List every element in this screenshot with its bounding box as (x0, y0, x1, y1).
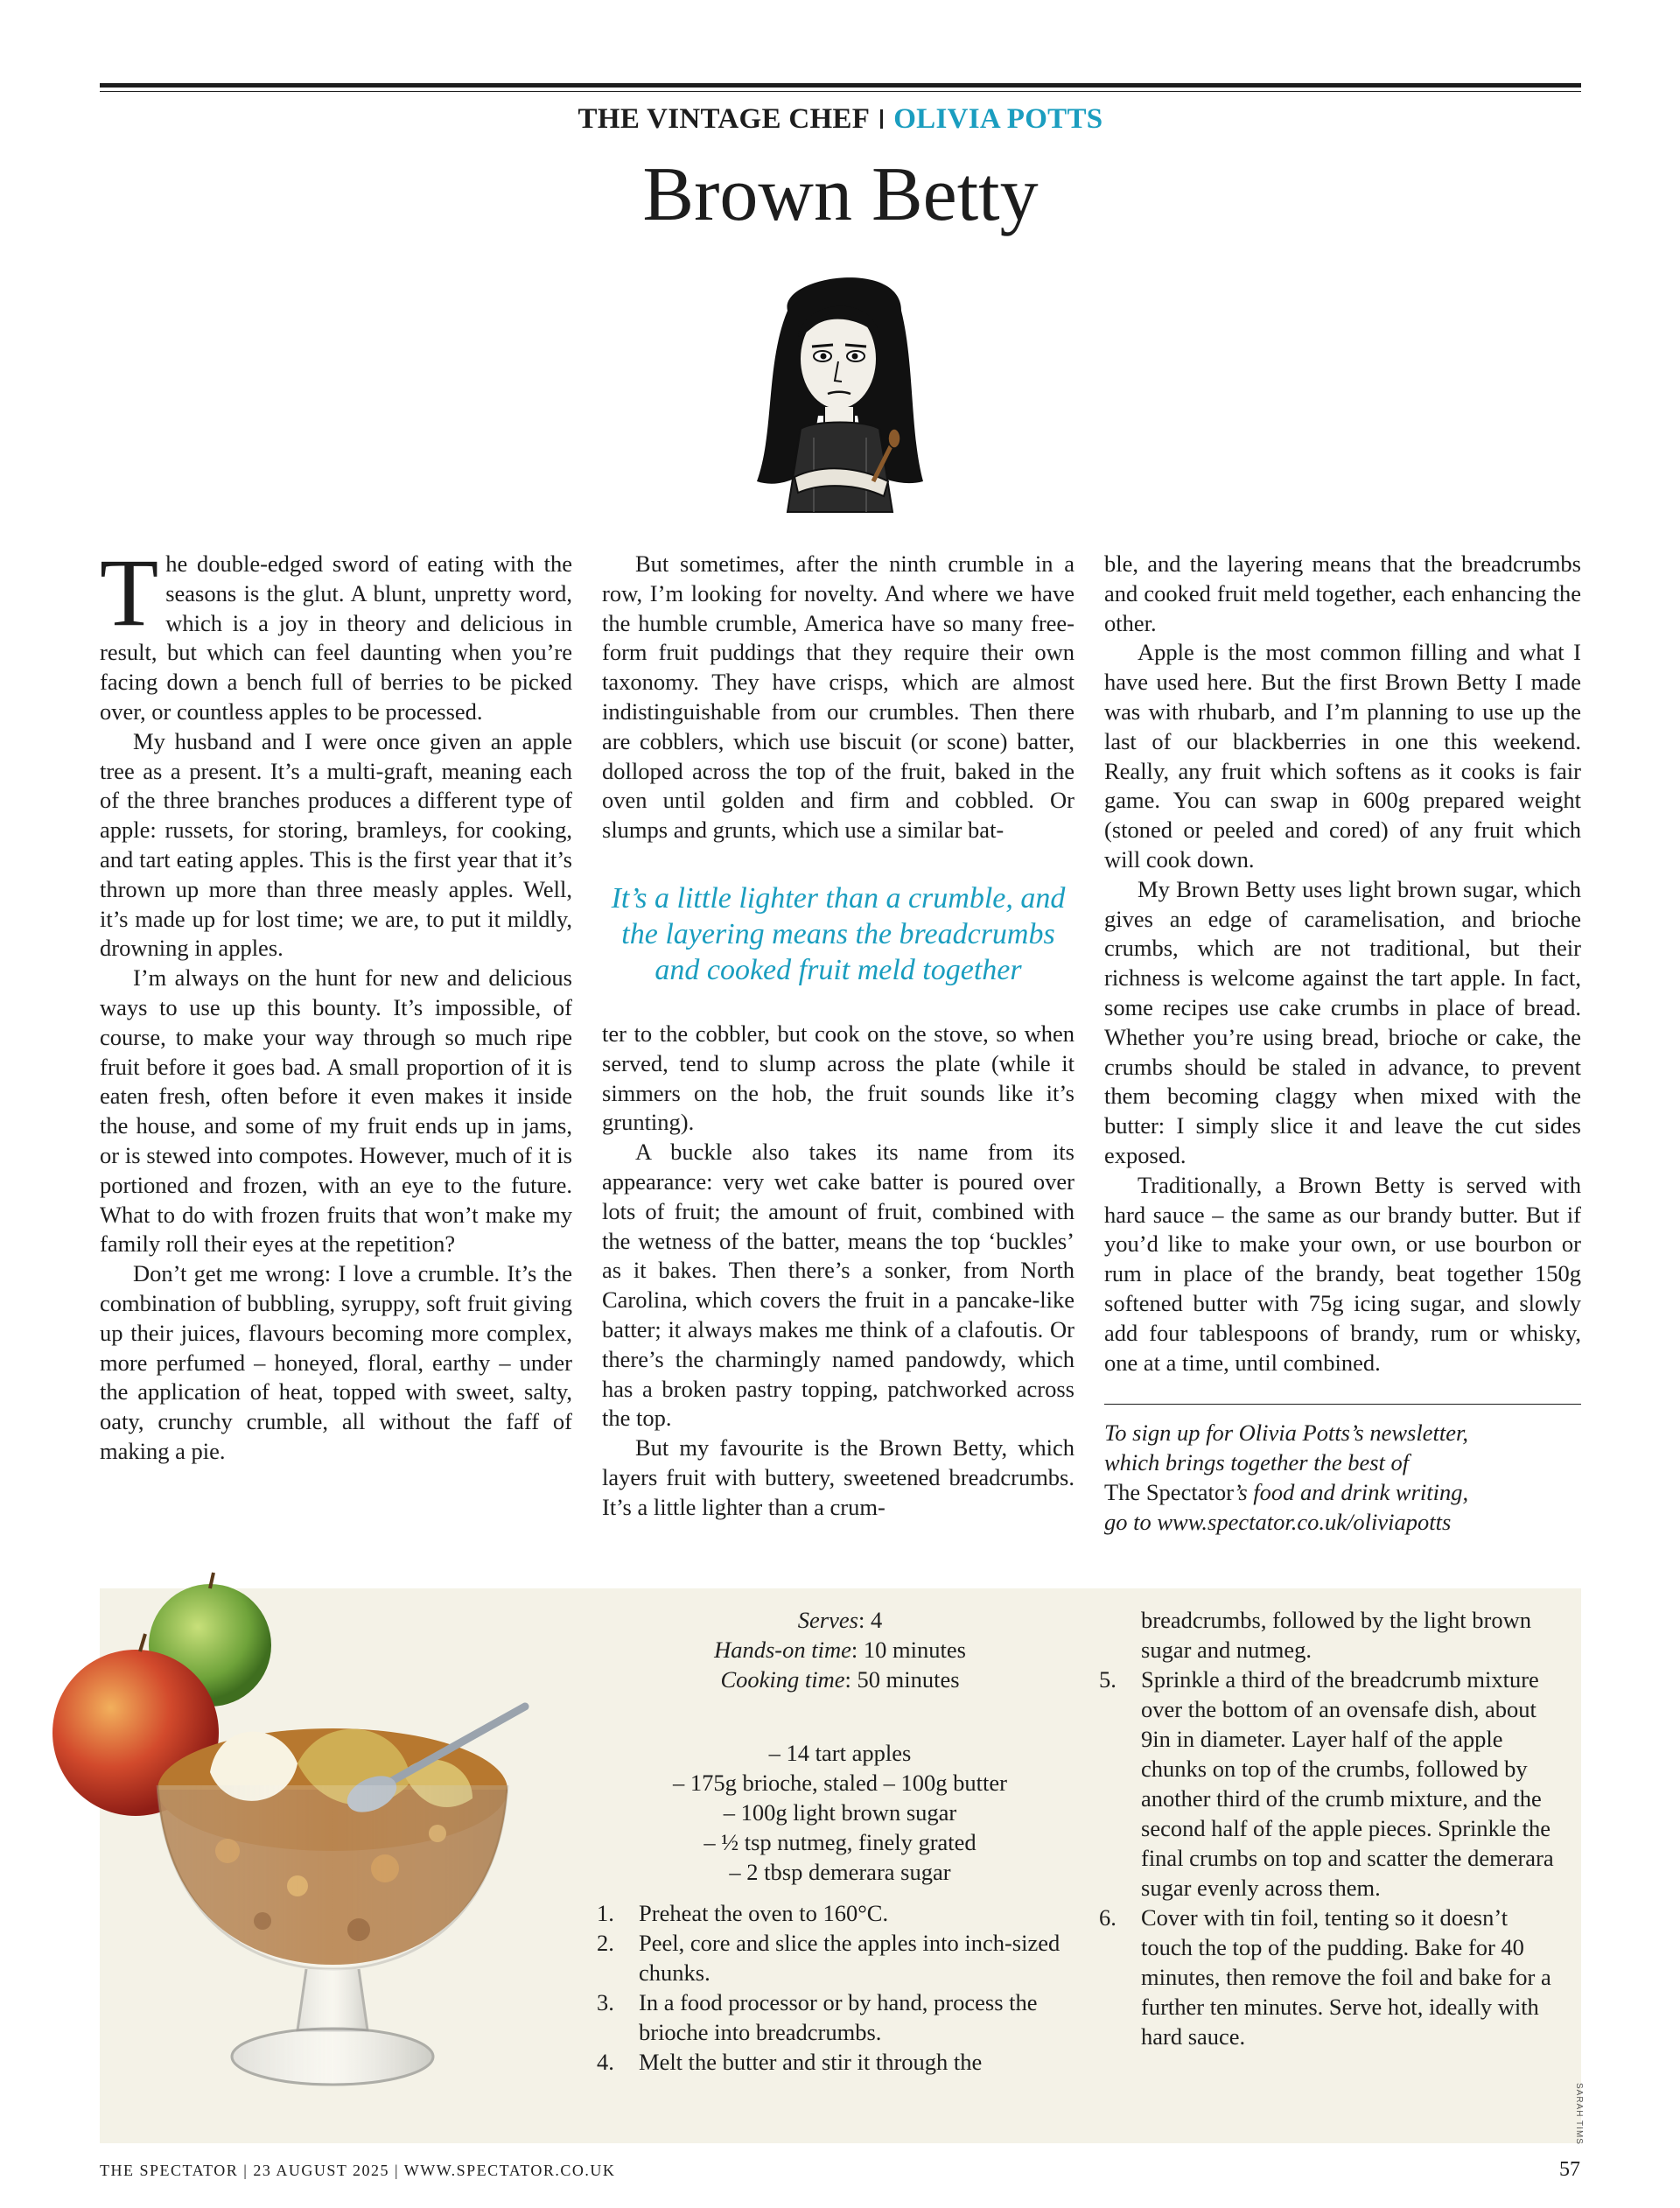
method-step: 4. Melt the butter and stir it through the (597, 2049, 983, 2075)
ingredient-item: – 100g light brown sugar (723, 1799, 957, 1826)
method-steps-left (597, 1898, 1069, 2077)
article-paragraph: But my favourite is the Brown Betty, which layers fruit with buttery, sweetened breadcrumbs. It’s a little lighter than a crum- (602, 1434, 1074, 1520)
pull-quote: It’s a little lighter than a crumble, and the layering means the breadcrumbs and cooked fruit meld together (611, 881, 1066, 986)
article-paragraph: But sometimes, after the ninth crumble in a row, I’m looking for novelty. And where we have the humble crumble, America have so many free-form fruit puddings that they require their own taxonomy. They have crisps, which are almost indistinguishable from our crumbles. Then there are cobblers, which use biscuit (or scone) batter, dolloped across the top of the fruit, baked in the oven until golden and firm and cobbled. Or slumps and grunts, which use a similar bat- (602, 550, 1074, 844)
article-paragraph: My Brown Betty uses light brown sugar, which gives an edge of caramelisation, and brioche crumbs, which are not traditional, but their richness is welcome against the tart apple. In fact, some recipes use cake crumbs in place of bread. Whether you’re using bread, brioche or cake, the crumbs should be staled in advance, to prevent them becoming claggy when mixed with the butter: I simply slice it and leave the cut sides exposed. (1104, 875, 1581, 1168)
ingredient-item: – 14 tart apples (768, 1740, 912, 1766)
article-column-1 (100, 539, 572, 1467)
signup-divider (1104, 1404, 1581, 1405)
method-step: 1. Preheat the oven to 160°C. (597, 1900, 889, 1926)
article-paragraph: ter to the cobbler, but cook on the stove, so when served, tend to slump across the plate (while it simmers on the hob, the fruit sounds like it’s grunting). (602, 1020, 1074, 1136)
recipe-meta: Serves: 4 Hands-on time: 10 minutes Cooking time: 50 minutes (714, 1607, 966, 1693)
method-step: 6. Cover with tin foil, tenting so it doesn’t touch the top of the pudding. Bake for 40 minutes, then remove the foil and bake for a further ten minutes. Serve hot, ideally with hard sauce. (1099, 1904, 1551, 2050)
ingredient-item: – 2 tbsp demerara sugar (729, 1859, 951, 1885)
method-steps-right (1099, 1605, 1554, 2051)
headline: Brown Betty (642, 152, 1039, 237)
page-number: 57 (1559, 2158, 1580, 2181)
article-column-3 (1104, 550, 1581, 1538)
method-step-continued: breadcrumbs, followed by the light brown sugar and nutmeg. (1141, 1607, 1531, 1663)
article-paragraph: ble, and the layering means that the breadcrumbs and cooked fruit meld together, each enhancing the other. (1104, 550, 1581, 636)
article-paragraph: A buckle also takes its name from its appearance: very wet cake batter is poured over lots of fruit; the amount of fruit, combined with the wetness of the batter, means the top ‘buckles’ as it bakes. Then there’s a sonker, from North Carolina, which covers the fruit in a pancake-like batter; it always makes me think of a clafoutis. Or there’s the charmingly named pandowdy, which has a broken pastry topping, patchworked across the top. (602, 1139, 1074, 1432)
top-rule (100, 83, 1581, 88)
author-portrait-illustration (726, 258, 954, 521)
article-paragraph: Traditionally, a Brown Betty is served with hard sauce – the same as our brandy butter. But if you’d like to make your own, or use bourbon or rum in place of the brandy, beat together 150g softened butter with 75g icing sugar, and slowly add four tablespoons of brandy, rum or whisky, one at a time, until combined. (1104, 1171, 1581, 1376)
method-step: 5. Sprinkle a third of the breadcrumb mixture over the bottom of an ovensafe dish, about 9in in diameter. Layer half of the apple chunks on top of the crumbs, followed by another third of the crumb mixture, and the second half of the apple pieces. Sprinkle the final crumbs on top and scatter the demerara sugar evenly across them. (1099, 1666, 1554, 1901)
author-name: OLIVIA POTTS (893, 103, 1103, 135)
ingredient-item: – 175g brioche, staled – 100g butter (673, 1770, 1007, 1796)
newsletter-signup: To sign up for Olivia Potts’s newsletter, which brings together the best of The Spectator’s food and drink writing, go to www.spectator.co.uk/oliviapotts (1104, 1419, 1581, 1537)
method-step: 2. Peel, core and slice the apples into inch-sized chunks. (597, 1930, 1060, 1986)
brown-betty-illustration (35, 1553, 578, 2131)
method-step: 3. In a food processor or by hand, process the brioche into breadcrumbs. (597, 1989, 1038, 2045)
section-kicker (100, 103, 1581, 136)
article-paragraph: I’m always on the hunt for new and delicious ways to use up this bounty. It’s impossible, of course, to make your way through so much ripe fruit before it goes bad. A small proportion of it is eaten fresh, often before it even makes it inside the house, and some of my fruit ends up in jams, or is stewed into compotes. However, much of it is portioned and frozen, with an eye to the future. What to do with frozen fruits that won’t make my family roll their eyes at the repetition? (100, 964, 572, 1258)
footer-publication-info: THE SPECTATOR | 23 AUGUST 2025 | WWW.SPECTATOR.CO.UK (100, 2162, 616, 2179)
section-name: THE VINTAGE CHEF (578, 103, 871, 135)
article-paragraph: Don’t get me wrong: I love a crumble. It’s the combination of bubbling, syruppy, soft fruit giving up their juices, flavours becoming more complex, more perfumed – honeyed, floral, earthy – under the application of heat, topped with sweet, salty, oaty, crunchy crumble, all without the faff of making a pie. (100, 1260, 572, 1464)
top-rule-thin (100, 91, 1581, 92)
illustration-credit: SARAH TIMS (1574, 2083, 1584, 2145)
ingredient-list (595, 1738, 1085, 1887)
article-paragraph: The double-edged sword of eating with the seasons is the glut. A blunt, unpretty word, which is a joy in theory and delicious in result, but which can feel daunting when you’re facing down a bench full of berries to be picked over, or countless apples to be processed. (100, 539, 572, 725)
kicker-separator (880, 109, 883, 129)
article-column-2 (602, 550, 1074, 1523)
drop-cap: T (100, 539, 159, 646)
article-paragraph: My husband and I were once given an apple tree as a present. It’s a multi-graft, meaning each of the three branches produces a different type of apple: russets, for storing, bramleys, for cooking, and tart eating apples. This is the first year that it’s thrown up more than three measly apples. Well, it’s made up for lost time; we are, to put it mildly, drowning in apples. (100, 727, 572, 962)
newsletter-link[interactable]: go to www.spectator.co.uk/oliviapotts (1104, 1508, 1452, 1535)
ingredient-item: – ½ tsp nutmeg, finely grated (704, 1829, 976, 1855)
article-paragraph: Apple is the most common filling and what I have used here. But the first Brown Betty I made was with rhubarb, and I’m planning to use up the last of our blackberries in one this weekend. Really, any fruit which softens as it cooks is fair game. You can swap in 600g prepared weight (stoned or peeled and cored) of any fruit which will cook down. (1104, 639, 1581, 873)
